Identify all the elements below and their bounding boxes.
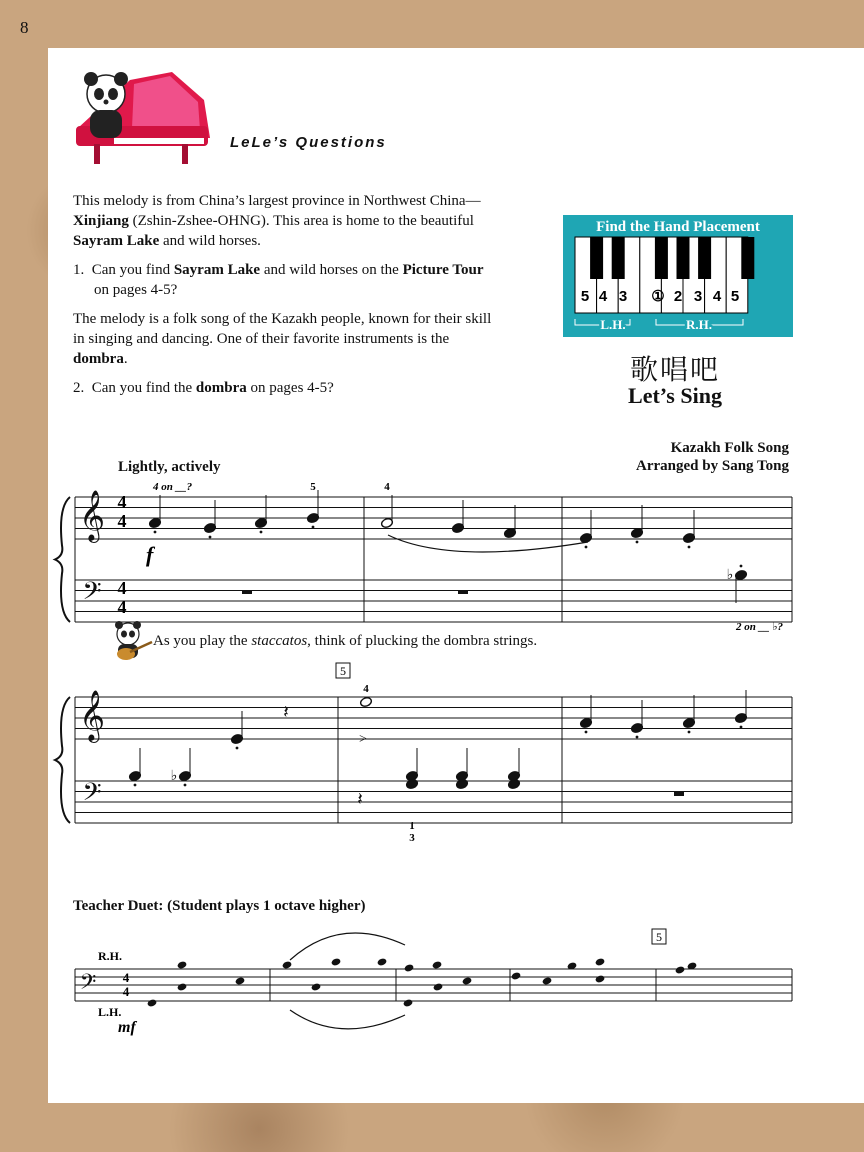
- finger-on-label-2: 2 on __ ♭?: [736, 621, 784, 633]
- whole-rest: [674, 792, 684, 796]
- dynamic-mf: mf: [118, 1019, 136, 1036]
- rh-finger: 3: [693, 288, 703, 305]
- time-sig-top-1: 4: [117, 492, 127, 512]
- intro-paragraph-1: This melody is from China’s largest province in Northwest China—Xinjiang (Zshin-Zshee-OHNG). This area is home to the beautiful Sayram Lake and wild horses.: [73, 193, 481, 249]
- slur: [388, 535, 588, 552]
- duet-note: [542, 976, 553, 985]
- note-head: [405, 778, 418, 789]
- hand-placement-title: Find the Hand Placement: [596, 219, 760, 235]
- duet-note: [462, 976, 473, 985]
- duet-note: [331, 957, 342, 966]
- slur: [290, 933, 405, 960]
- fingering-4-sys2: 4: [363, 683, 369, 695]
- credit-line-1: Kazakh Folk Song: [670, 440, 789, 456]
- fingering-4: 4: [384, 481, 390, 493]
- staccato-dot: [209, 536, 212, 539]
- song-title-chinese: 歌唱吧: [629, 353, 720, 386]
- staccato-dot: [184, 784, 187, 787]
- staccato-hint: As you play the staccatos, think of plucking the dombra strings.: [153, 633, 538, 649]
- brace: [55, 497, 70, 622]
- black-key-finger: 2: [626, 260, 636, 277]
- duet-lh-label: L.H.: [98, 1005, 122, 1019]
- staccato-dot: [134, 784, 137, 787]
- treble-clef-icon: 𝄞: [78, 491, 106, 540]
- slur: [290, 1010, 405, 1029]
- quarter-rest: 𝄽: [357, 789, 363, 809]
- staccato-dot: [585, 546, 588, 549]
- lh-fingering-3: 3: [409, 832, 415, 844]
- question-1: 1. Can you find Sayram Lake and wild horses on the Picture Tour on pages 4-5?: [73, 262, 484, 298]
- staccato-dot: [260, 531, 263, 534]
- measure-number: 5: [340, 664, 346, 678]
- staccato-dot: [585, 731, 588, 734]
- duet-note: [675, 965, 686, 974]
- duet-note: [177, 960, 188, 969]
- staccato-dot: [236, 747, 239, 750]
- time-sig-top-2: 4: [117, 578, 127, 598]
- rh-label: R.H.: [686, 317, 712, 332]
- rh-finger: 4: [712, 288, 722, 305]
- fingering-5: 5: [310, 481, 316, 493]
- staccato-dot: [688, 546, 691, 549]
- note-head: [507, 778, 520, 789]
- lh-finger: 5: [580, 288, 590, 305]
- accent-mark: >: [359, 732, 367, 747]
- staccato-dot: [740, 565, 743, 568]
- duet-note: [511, 971, 522, 980]
- time-sig-bottom-1: 4: [117, 511, 127, 531]
- staccato-dot: [154, 531, 157, 534]
- lele-title: LeLe’s Questions: [230, 134, 387, 151]
- rh-finger: ①: [651, 288, 665, 305]
- rh-finger: 5: [730, 288, 740, 305]
- duet-note: [403, 998, 414, 1007]
- duet-note: [433, 982, 444, 991]
- song-title: Let’s Sing: [628, 383, 722, 408]
- note-head: [359, 696, 372, 707]
- bass-clef-icon: 𝄢: [82, 578, 102, 611]
- flat-sign: ♭: [726, 568, 734, 583]
- credit-line-2: Arranged by Sang Tong: [636, 458, 789, 474]
- intro-paragraph-2: The melody is a folk song of the Kazakh people, known for their skill in singing and dancing. One of their favorite instruments is the dombra.: [73, 311, 492, 367]
- duet-note: [147, 998, 158, 1007]
- duet-title: Teacher Duet: (Student plays 1 octave higher): [73, 898, 366, 914]
- lh-finger: 4: [598, 288, 608, 305]
- quarter-rest: 𝄽: [283, 702, 289, 722]
- lh-fingering-1: 1: [409, 820, 415, 832]
- tempo-marking: Lightly, actively: [118, 459, 221, 475]
- duet-measure-number: 5: [656, 930, 662, 944]
- staccato-dot: [688, 731, 691, 734]
- duet-note: [177, 982, 188, 991]
- flat-sign: ♭: [170, 769, 178, 784]
- staccato-dot: [636, 541, 639, 544]
- duet-note: [377, 957, 388, 966]
- duet-note: [595, 974, 606, 983]
- bass-clef-icon: 𝄢: [82, 779, 102, 812]
- lh-label: L.H.: [600, 317, 626, 332]
- duet-note: [235, 976, 246, 985]
- bass-clef-icon: 𝄢: [79, 970, 97, 999]
- time-sig-bottom-2: 4: [117, 597, 127, 617]
- duet-note: [595, 957, 606, 966]
- dynamic-f: f: [146, 542, 154, 567]
- duet-time-sig-top: 4: [122, 970, 130, 985]
- brace: [55, 697, 70, 823]
- treble-clef-icon: 𝄞: [78, 691, 106, 740]
- rh-finger: 2: [673, 288, 683, 305]
- staccato-dot: [740, 726, 743, 729]
- duet-note: [282, 960, 293, 969]
- duet-note: [432, 960, 443, 969]
- staccato-dot: [312, 526, 315, 529]
- duet-time-sig-bottom: 4: [122, 984, 130, 999]
- duet-note: [404, 963, 415, 972]
- lh-finger: 3: [618, 288, 628, 305]
- staccato-dot: [636, 736, 639, 739]
- whole-rest: [458, 590, 468, 594]
- question-2: 2. Can you find the dombra on pages 4-5?: [73, 380, 334, 396]
- note-head: [455, 778, 468, 789]
- finger-on-label-1: 4 on __?: [153, 481, 193, 493]
- duet-note: [311, 982, 322, 991]
- whole-rest: [242, 590, 252, 594]
- duet-rh-label: R.H.: [98, 949, 122, 963]
- page-number: 8: [20, 18, 29, 37]
